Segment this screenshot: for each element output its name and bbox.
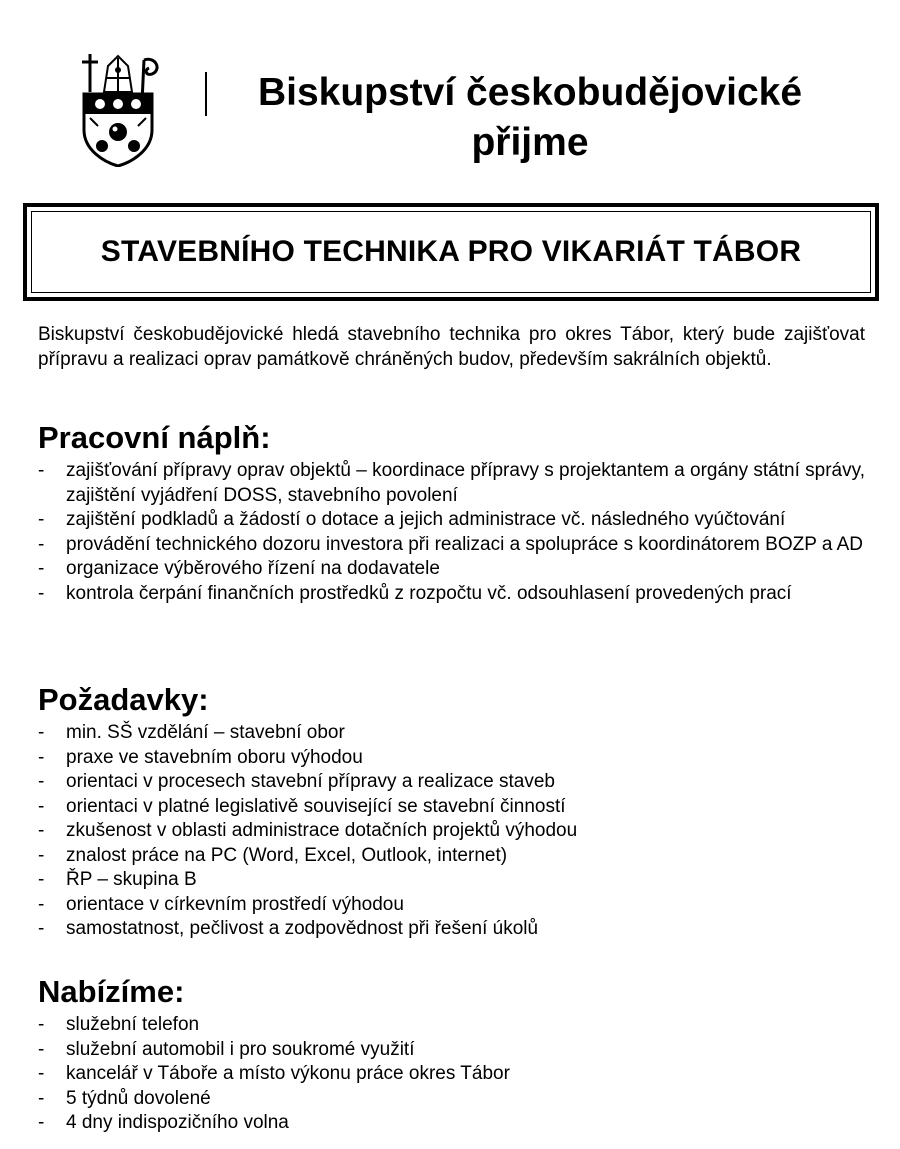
list-item: - orientaci v platné legislativě související se stavební činností (38, 795, 865, 820)
list-item: - 4 dny indispozičního volna (38, 1111, 865, 1136)
list-item: - zkušenost v oblasti administrace dotačních projektů výhodou (38, 819, 865, 844)
list-item: - min. SŠ vzdělání – stavební obor (38, 721, 865, 746)
employer-name: Biskupství českobudějovické (257, 71, 803, 114)
intro-paragraph: Biskupství českobudějovické hledá stavebního technika pro okres Tábor, který bude zajišťovat přípravu a realizaci oprav památkově chráněných budov, především sakrálních objektů. (38, 324, 865, 370)
position-title: STAVEBNÍHO TECHNIKA PRO VIKARIÁT TÁBOR (100, 235, 802, 268)
list-item: - kancelář v Táboře a místo výkonu práce okres Tábor (38, 1062, 865, 1087)
requirements-list (38, 721, 865, 942)
list-item: - orientaci v procesech stavební přípravy a realizace staveb (38, 770, 865, 795)
list-item: - zajištění podkladů a žádostí o dotace a jejich administrace vč. následného vyúčtování (38, 508, 865, 533)
list-item: - samostatnost, pečlivost a zodpovědnost při řešení úkolů (38, 917, 865, 942)
list-item: - organizace výběrového řízení na dodavatele (38, 557, 865, 582)
duties-list (38, 459, 865, 606)
list-item: - ŘP – skupina B (38, 868, 865, 893)
list-item: - 5 týdnů dovolené (38, 1087, 865, 1112)
offer-list (38, 1013, 865, 1136)
diocese-coat-of-arms-logo (70, 52, 166, 167)
list-item: - služební automobil i pro soukromé využití (38, 1038, 865, 1063)
duties-heading: Pracovní náplň: (38, 420, 271, 455)
employer-heading (205, 68, 855, 168)
employer-verb: přijme (471, 121, 589, 164)
position-title-box (23, 203, 879, 301)
list-item: - kontrola čerpání finančních prostředků z rozpočtu vč. odsouhlasení provedených prací (38, 582, 865, 607)
list-item: - znalost práce na PC (Word, Excel, Outlook, internet) (38, 844, 865, 869)
requirements-heading: Požadavky: (38, 682, 209, 717)
list-item: - provádění technického dozoru investora při realizaci a spolupráce s koordinátorem BOZP a AD (38, 533, 865, 558)
offer-heading: Nabízíme: (38, 974, 185, 1009)
list-item: - praxe ve stavebním oboru výhodou (38, 746, 865, 771)
list-item: - orientace v církevním prostředí výhodou (38, 893, 865, 918)
list-item: - služební telefon (38, 1013, 865, 1038)
list-item: - zajišťování přípravy oprav objektů – koordinace přípravy s projektantem a orgány státní správy, zajištění vyjádření DOSS, stavebního povolení (38, 459, 865, 508)
